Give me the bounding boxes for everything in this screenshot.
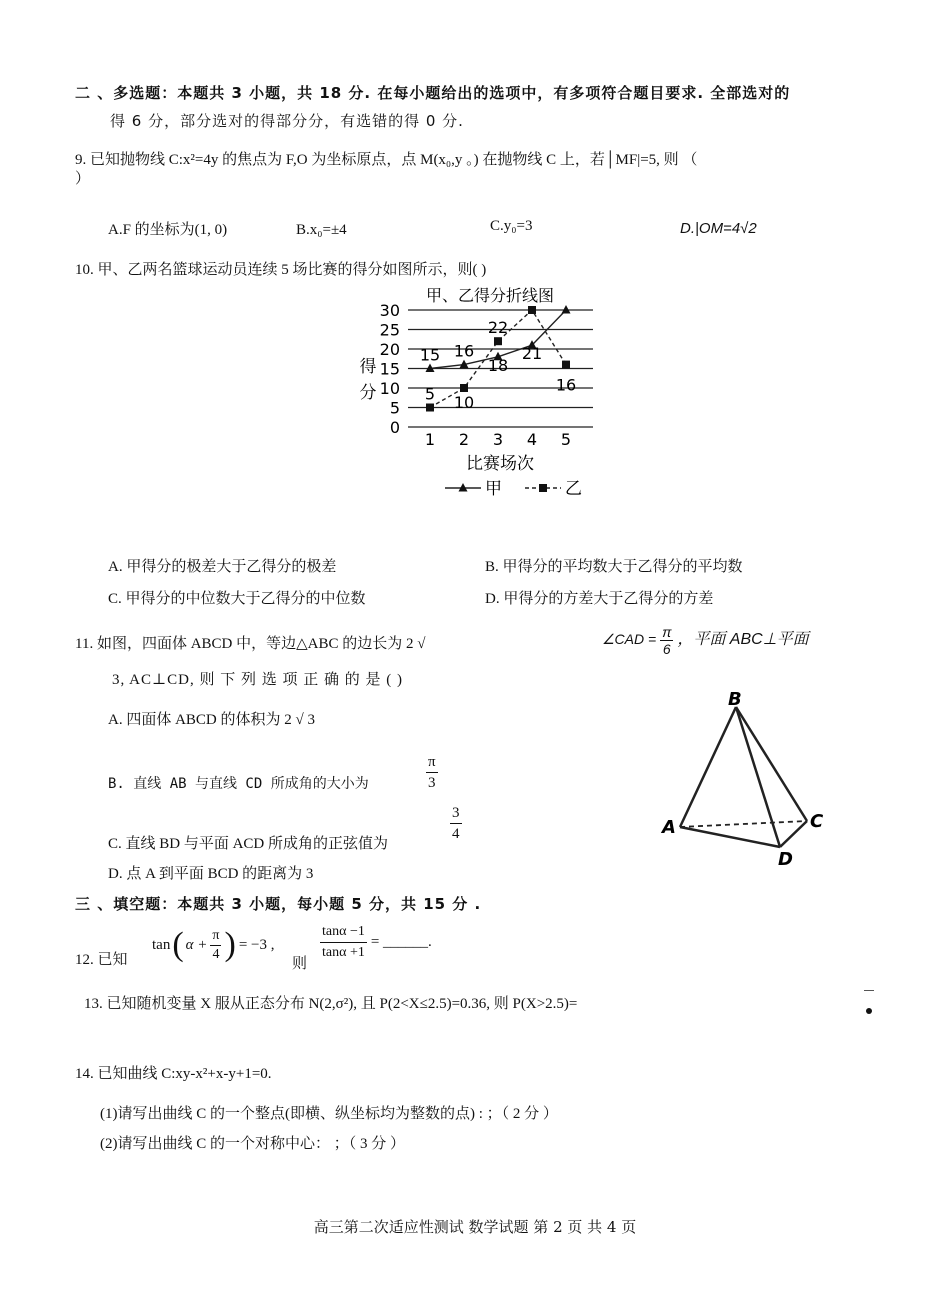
q11-option-c: C. 直线 BD 与平面 ACD 所成角的正弦值为 (108, 836, 389, 852)
q11-angle-label: ∠CAD = (602, 631, 657, 648)
x-tick-label: 2 (458, 430, 470, 449)
y-tick-label: 25 (379, 320, 400, 340)
data-label: 15 (419, 345, 441, 365)
q11-angle-numerator: π (662, 624, 672, 640)
point-marker-square (426, 404, 434, 412)
q12-tan: tan (152, 936, 171, 953)
y-label-char: 分 (359, 383, 377, 403)
data-label: 16 (453, 341, 475, 361)
q10-stem: 10. 甲、乙两名篮球运动员连续 5 场比赛的得分如图所示，则( ) (75, 262, 487, 278)
q12-right-paren: ) (224, 926, 236, 963)
chart-y-label (360, 357, 377, 403)
y-tick-label: 15 (379, 359, 400, 379)
q12-pi-fraction (210, 927, 221, 964)
vertex-a-label: A (662, 817, 676, 838)
edge-ac (680, 821, 807, 827)
q11-option-c-denominator: 4 (452, 826, 460, 842)
edge-bd (736, 707, 780, 847)
section2-heading-line1: 二 、多选题：本题共 3 小题，共 18 分. 在每小题给出的选项中，有多项符合题目要求. 全部选对的 (75, 84, 791, 102)
data-label: 21 (521, 344, 543, 364)
edge-bc (736, 707, 807, 821)
point-marker-triangle (562, 305, 571, 314)
q11-option-c-numerator: 3 (450, 803, 462, 824)
q13-stem: 13. 已知随机变量 X 服从正态分布 N(2,σ²), 且 P(2<X≤2.5)=0.36, 则 P(X>2.5)= (84, 996, 578, 1012)
q10-option-a: A. 甲得分的极差大于乙得分的极差 (108, 559, 337, 575)
data-label: 22 (487, 318, 509, 338)
edge-ab (680, 707, 736, 827)
legend-marker-triangle (459, 483, 468, 492)
q11-option-b-denominator: 3 (428, 775, 436, 791)
legend-label: 乙 (565, 479, 582, 499)
stray-dash-mark (864, 990, 874, 991)
q12-frac-numerator: tanα −1 (320, 922, 367, 943)
q12-condition (152, 925, 274, 965)
edge-cd (780, 821, 807, 847)
q12-pi-numerator: π (210, 927, 221, 946)
q14-stem: 14. 已知曲线 C:xy-x²+x-y+1=0. (75, 1066, 272, 1082)
point-marker-square (460, 384, 468, 392)
stray-dot-mark (866, 1008, 872, 1014)
q12-answer-blank: = ______. (370, 934, 432, 950)
data-label: 10 (453, 393, 475, 412)
q11-option-a: A. 四面体 ABCD 的体积为 2 √ 3 (108, 712, 315, 728)
vertex-d-label: D (778, 849, 793, 870)
chart-x-label: 比赛场次 (466, 454, 534, 474)
q11-plane-text: ，平面 ABC⊥平面 (677, 631, 809, 649)
q9-option-b: B.x₀=±4 (296, 222, 347, 238)
q12-left-paren: ( (172, 926, 184, 963)
q12-frac-denominator: tanα +1 (322, 945, 365, 960)
q12-then: 则 (292, 956, 308, 972)
y-tick-label: 20 (379, 340, 400, 359)
vertex-c-label: C (810, 811, 824, 832)
q11-option-b-fraction (426, 752, 438, 793)
q10-option-b: B. 甲得分的平均数大于乙得分的平均数 (485, 559, 743, 575)
q11-option-d: D. 点 A 到平面 BCD 的距离为 3 (108, 866, 314, 882)
score-line-chart (350, 282, 610, 507)
legend-marker-square (539, 484, 547, 492)
x-tick-label: 4 (526, 430, 538, 449)
q12-alpha-plus: α + (185, 936, 208, 953)
q11-option-c-fraction (450, 803, 462, 844)
data-label: 16 (555, 375, 577, 395)
q11-option-b-numerator: π (426, 752, 438, 773)
q12-equals: = −3 , (238, 936, 275, 953)
q9-option-d: D.|OM=4√2 (680, 220, 757, 237)
chart-series (420, 305, 576, 412)
q12-pi-denominator: 4 (212, 946, 220, 962)
q11-option-b: B. 直线 AB 与直线 CD 所成角的大小为 (108, 776, 369, 792)
y-tick-label: 0 (389, 418, 400, 437)
point-marker-square (528, 306, 536, 314)
x-tick-label: 1 (424, 430, 436, 449)
data-label: 5 (424, 384, 436, 404)
chart-legend (445, 479, 582, 499)
section3-heading: 三 、填空题：本题共 3 小题，每小题 5 分，共 15 分 . (75, 895, 482, 913)
q11-stem-line1: 11. 如图，四面体 ABCD 中，等边△ABC 的边长为 2 √ (75, 636, 426, 652)
y-label-char: 得 (359, 357, 377, 377)
q9-stem: 9. 已知抛物线 C:x²=4y 的焦点为 F,O 为坐标原点，点 M(x₀,y 。) 在抛物线 C 上，若│MF|=5, 则 （ (75, 152, 698, 168)
q11-stem-line2: 3, AC⊥CD, 则 下 列 选 项 正 确 的 是 ( ) (112, 672, 403, 688)
q12-number: 12. 已知 (75, 952, 128, 968)
q9-option-a: A.F 的坐标为(1, 0) (108, 222, 228, 238)
q10-option-c: C. 甲得分的中位数大于乙得分的中位数 (108, 591, 366, 607)
chart-title: 甲、乙得分折线图 (425, 286, 555, 305)
vertex-b-label: B (728, 689, 742, 710)
y-tick-label: 5 (389, 398, 400, 418)
point-marker-square (494, 337, 502, 345)
y-tick-label: 10 (379, 379, 400, 398)
page-footer: 高三第二次适应性测试 数学试题 第 2 页 共 4 页 (313, 1218, 637, 1236)
section2-heading-line2: 得 6 分，部分选对的得部分分，有选错的得 0 分. (110, 112, 464, 130)
q11-angle-fraction (660, 624, 673, 657)
q9-option-c: C.y₀=3 (490, 218, 533, 234)
tetrahedron-figure (650, 685, 850, 870)
x-tick-label: 3 (492, 430, 504, 449)
edge-ad (680, 827, 780, 847)
q10-option-d: D. 甲得分的方差大于乙得分的方差 (485, 591, 714, 607)
q14-sub1: (1)请写出曲线 C 的一个整点(即横、纵坐标均为整数的点) : ；（ 2 分 ） (100, 1106, 558, 1122)
x-tick-label: 5 (560, 430, 572, 449)
q11-angle-condition (602, 624, 809, 657)
q11-angle-denominator: 6 (662, 641, 671, 657)
q9-stem-end: ） (75, 171, 91, 187)
data-label: 18 (487, 355, 509, 375)
chart-y-ticks (380, 301, 400, 437)
y-tick-label: 30 (379, 301, 400, 320)
chart-x-ticks (425, 430, 571, 449)
legend-label: 甲 (485, 479, 502, 499)
point-marker-square (562, 361, 570, 369)
q12-fraction-expression (320, 922, 432, 963)
q14-sub2: (2)请写出曲线 C 的一个对称中心： ；（ 3 分 ） (100, 1136, 405, 1152)
